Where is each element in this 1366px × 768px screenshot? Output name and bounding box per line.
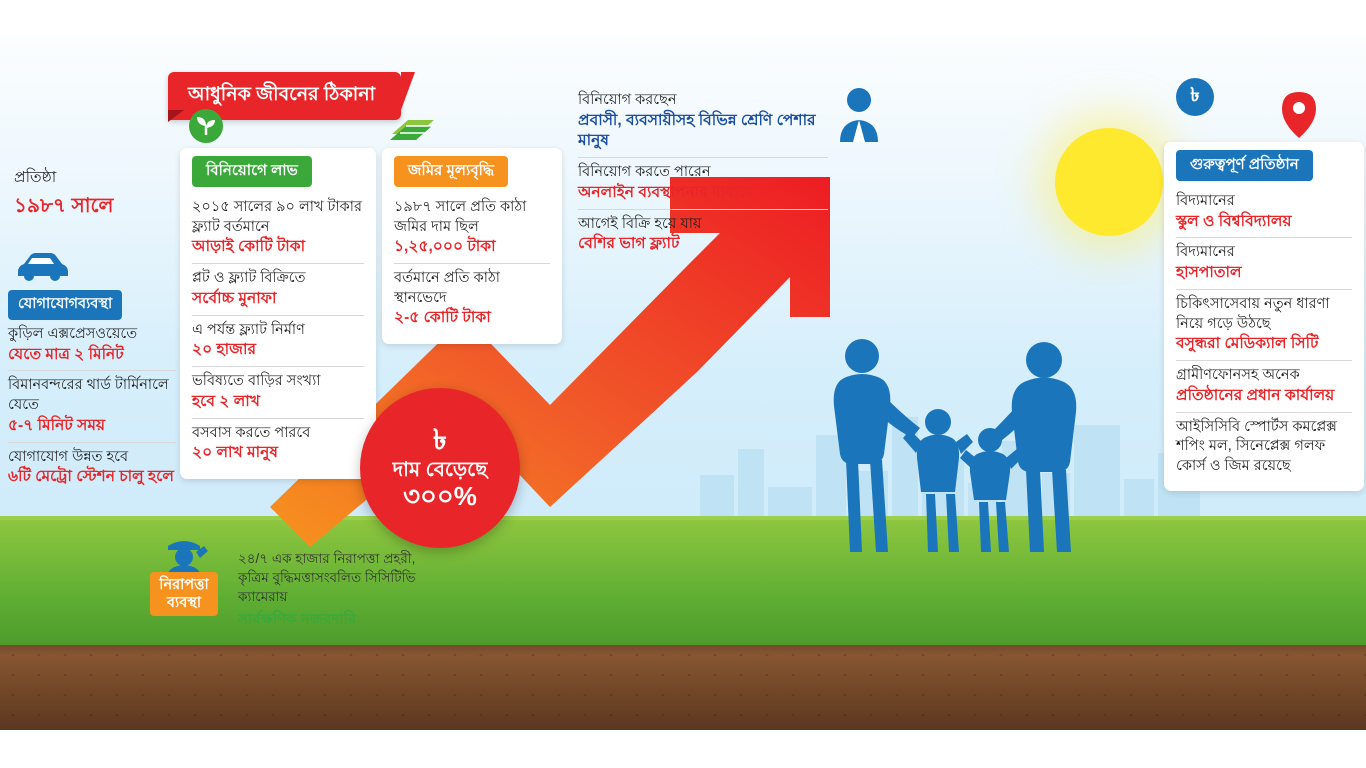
investment-card xyxy=(180,148,376,479)
security-chip-line1: নিরাপত্তা xyxy=(159,577,209,593)
security-text-block xyxy=(238,550,434,630)
investment-item-text: প্লট ও ফ্ল্যাট বিক্রিতে xyxy=(192,270,306,287)
page-title: আধুনিক জীবনের ঠিকানা xyxy=(168,72,401,120)
land-value-item xyxy=(394,193,550,264)
investment-item xyxy=(192,419,364,469)
institutions-item xyxy=(1176,290,1352,361)
family-silhouette xyxy=(800,330,1090,560)
investors-item-text: আগেই বিক্রি হয়ে যায় xyxy=(578,215,702,232)
security-chip xyxy=(150,572,218,616)
land-value-item xyxy=(394,264,550,334)
investors-item xyxy=(578,86,828,158)
price-increase-badge xyxy=(360,388,520,548)
transport-item-highlight: ৫-৭ মিনিট সময় xyxy=(8,416,106,434)
investment-item-text: বসবাস করতে পারবে xyxy=(192,424,311,441)
land-plot-icon xyxy=(386,108,438,148)
badge-line2: ৩০০% xyxy=(403,480,477,511)
investment-item-highlight: হবে ২ লাখ xyxy=(192,392,260,410)
institutions-item-text: বিদ্যমানের xyxy=(1176,193,1235,209)
investment-item-text: ২০১৫ সালের ৯০ লাখ টাকার ফ্ল্যাট বর্তমানে xyxy=(192,199,362,235)
land-value-ribbon: জমির মূল্যবৃদ্ধি xyxy=(394,156,508,187)
investment-item xyxy=(192,193,364,264)
institutions-ribbon: গুরুত্বপূর্ণ প্রতিষ্ঠান xyxy=(1176,150,1313,181)
soil-texture xyxy=(0,645,1366,730)
location-pin-icon xyxy=(1282,92,1316,138)
institutions-item-text: বিদ্যমানের xyxy=(1176,244,1235,261)
investors-item-text: বিনিয়োগ করছেন xyxy=(578,92,677,108)
institutions-item-highlight: বসুন্ধরা মেডিক্যাল সিটি xyxy=(1176,335,1319,353)
investors-item-text: বিনিয়োগ করতে পারেন xyxy=(578,164,711,181)
transport-item xyxy=(8,371,176,442)
investors-item xyxy=(578,210,828,260)
institutions-item-highlight: স্কুল ও বিশ্ববিদ্যালয় xyxy=(1176,212,1292,230)
investment-item xyxy=(192,264,364,315)
land-value-card xyxy=(382,148,562,344)
transport-chip: যোগাযোগব্যবস্থা xyxy=(8,290,122,320)
seedling-icon xyxy=(188,108,224,144)
investors-item xyxy=(578,158,828,209)
car-icon xyxy=(14,248,70,282)
taka-icon: ৳ xyxy=(1176,78,1214,116)
land-value-item-highlight: ১,২৫,০০০ টাকা xyxy=(394,238,496,256)
transport-block xyxy=(8,290,176,493)
land-value-item-text: ১৯৮৭ সালে প্রতি কাঠা জমির দাম ছিল xyxy=(394,199,527,235)
investment-item-text: এ পর্যন্ত ফ্ল্যাট নির্মাণ xyxy=(192,321,305,338)
investors-block xyxy=(578,86,828,260)
investment-ribbon: বিনিয়োগে লাভ xyxy=(192,156,312,187)
transport-item-text: বিমানবন্দরের থার্ড টার্মিনালে যেতে xyxy=(8,377,169,414)
investment-item-highlight: ২০ লাখ মানুষ xyxy=(192,444,278,462)
institutions-item-highlight: হাসপাতাল xyxy=(1176,264,1242,282)
badge-currency: ৳ xyxy=(433,424,447,456)
top-white-band xyxy=(0,0,1366,36)
investment-item xyxy=(192,316,364,367)
investors-item-highlight: অনলাইন ব্যবস্থাপনার মাধ্যমে xyxy=(578,183,754,201)
transport-item-highlight: ৬টি মেট্রো স্টেশন চালু হলে xyxy=(8,468,174,486)
investors-item-highlight: প্রবাসী, ব্যবসায়ীসহ বিভিন্ন শ্রেণি পেশার মানুষ xyxy=(578,111,816,150)
institutions-item-highlight: প্রতিষ্ঠানের প্রধান কার্যালয় xyxy=(1176,386,1335,404)
investment-item-highlight: ২০ হাজার xyxy=(192,341,256,359)
institutions-item xyxy=(1176,187,1352,238)
transport-item-text: কুড়িল এক্সপ্রেসওয়েতে xyxy=(8,326,138,342)
transport-item-highlight: যেতে মাত্র ২ মিনিট xyxy=(8,345,124,363)
institutions-item xyxy=(1176,361,1352,412)
investment-item-highlight: আড়াই কোটি টাকা xyxy=(192,238,306,256)
investment-item xyxy=(192,367,364,418)
badge-line1: দাম বেড়েছে xyxy=(392,458,488,481)
bottom-white-band xyxy=(0,730,1366,768)
investors-item-highlight: বেশির ভাগ ফ্ল্যাট xyxy=(578,235,680,253)
businessman-icon xyxy=(836,86,882,142)
transport-item xyxy=(8,443,176,493)
security-chip-line2: ব্যবস্থা xyxy=(166,595,202,612)
transport-item xyxy=(8,320,176,371)
established-block xyxy=(14,168,164,224)
land-value-item-highlight: ২-৫ কোটি টাকা xyxy=(394,309,491,327)
institutions-item xyxy=(1176,413,1352,482)
security-text: ২৪/৭ এক হাজার নিরাপত্তা প্রহরী, কৃত্রিম বুদ্ধিমত্তাসংবলিত সিসিটিভি ক্যামেরায় xyxy=(238,551,416,604)
institutions-item-text: চিকিৎসাসেবায় নতুন ধারণা নিয়ে গড়ে উঠছে xyxy=(1176,295,1330,332)
institutions-item-text: আইসিসিবি স্পোর্টস কমপ্লেক্স শপিং মল, সিনেপ্লেক্স গলফ কোর্স ও জিম রয়েছে xyxy=(1176,418,1337,474)
established-year: ১৯৮৭ সালে xyxy=(14,194,114,217)
sun-icon xyxy=(1055,128,1163,236)
investment-item-highlight: সর্বোচ্চ মুনাফা xyxy=(192,289,277,307)
institutions-card xyxy=(1164,142,1364,491)
transport-item-text: যোগাযোগ উন্নত হবে xyxy=(8,448,129,465)
investment-item-text: ভবিষ্যতে বাড়ির সংখ্যা xyxy=(192,373,321,390)
institutions-item-text: গ্রামীণফোনসহ অনেক xyxy=(1176,367,1300,384)
established-label: প্রতিষ্ঠা xyxy=(14,169,57,186)
security-highlight: সার্বক্ষণিক নজরদারি xyxy=(238,610,357,628)
institutions-item xyxy=(1176,238,1352,289)
land-value-item-text: বর্তমানে প্রতি কাঠা স্থানভেদে xyxy=(394,270,500,306)
